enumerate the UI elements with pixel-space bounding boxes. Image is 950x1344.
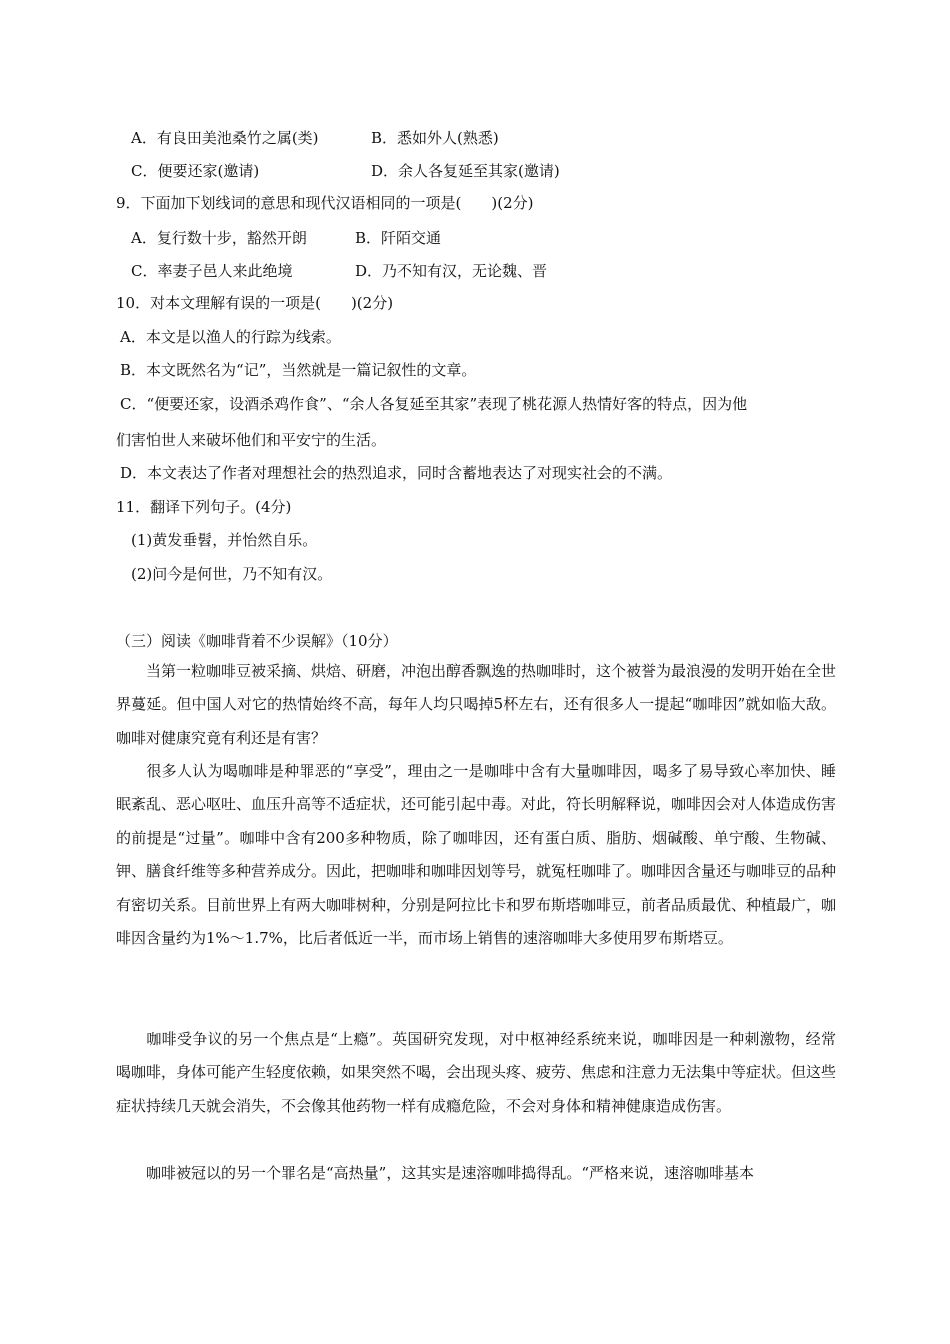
section-3-heading: （三）阅读《咖啡背着不少误解》（10分） (116, 632, 398, 650)
q10-stem: 10．对本文理解有误的一项是( )(2分) (116, 294, 394, 312)
q11-stem: 11．翻译下列句子。(4分) (116, 498, 292, 516)
reading-paragraph-4-text: 咖啡被冠以的另一个罪名是“高热量”，这其实是速溶咖啡捣得乱。“严格来说，速溶咖啡基本 (146, 1164, 755, 1182)
reading-paragraph-1-text: 当第一粒咖啡豆被采摘、烘焙、研磨，冲泡出醇香飘逸的热咖啡时，这个被誉为最浪漫的发明开始在全世界蔓延。但中国人对它的热情始终不高，每年人均只喝掉5杯左右，还有很多人一提起“咖啡因”就如临大敌。咖啡对健康究竟有利还是有害？ (116, 662, 837, 747)
q9-option-d: D．乃不知有汉，无论魏、晋 (355, 262, 548, 280)
q11-sentence-1: (1)黄发垂髫，并怡然自乐。 (131, 531, 318, 549)
q10-option-d: D．本文表达了作者对理想社会的热烈追求，同时含蓄地表达了对现实社会的不满。 (120, 464, 673, 482)
q11-sentence-2: (2)问今是何世，乃不知有汉。 (131, 565, 333, 583)
q8-option-a: A．有良田美池桑竹之属(类) (131, 129, 319, 147)
q9-stem: 9．下面加下划线词的意思和现代汉语相同的一项是( )(2分) (116, 194, 534, 212)
q10-option-c-line-1: C．“便要还家，设酒杀鸡作食”、“余人各复延至其家”表现了桃花源人热情好客的特点，因为他 (120, 395, 748, 413)
reading-paragraph-1 (116, 655, 836, 755)
reading-paragraph-3-text: 咖啡受争议的另一个焦点是“上瘾”。英国研究发现，对中枢神经系统来说，咖啡因是一种刺激物，经常喝咖啡，身体可能产生轻度依赖，如果突然不喝，会出现头疼、疲劳、焦虑和注意力无法集中等症状。但这些症状持续几天就会消失，不会像其他药物一样有成瘾危险，不会对身体和精神健康造成伤害。 (116, 1030, 837, 1115)
q9-option-c: C．率妻子邑人来此绝境 (131, 262, 293, 280)
q9-option-b: B．阡陌交通 (355, 229, 442, 247)
q10-option-a: A．本文是以渔人的行踪为线索。 (120, 328, 341, 346)
q9-option-a: A．复行数十步，豁然开朗 (131, 229, 307, 247)
q8-option-c: C．便要还家(邀请) (131, 162, 260, 180)
reading-paragraph-2-text: 很多人认为喝咖啡是种罪恶的“享受”，理由之一是咖啡中含有大量咖啡因，喝多了易导致心率加快、睡眠紊乱、恶心呕吐、血压升高等不适症状，还可能引起中毒。对此，符长明解释说，咖啡因会对人体造成伤害的前提是“过量”。咖啡中含有200多种物质，除了咖啡因，还有蛋白质、脂肪、烟碱酸、单宁酸、生物碱、钾、膳食纤维等多种营养成分。因此，把咖啡和咖啡因划等号，就冤枉咖啡了。咖啡因含量还与咖啡豆的品种有密切关系。目前世界上有两大咖啡树种，分别是阿拉比卡和罗布斯塔咖啡豆，前者品质最优、种植最广，咖啡因含量约为1%～1.7%，比后者低近一半，而市场上销售的速溶咖啡大多使用罗布斯塔豆。 (116, 762, 837, 948)
q10-option-b: B．本文既然名为“记”，当然就是一篇记叙性的文章。 (120, 361, 477, 379)
reading-paragraph-3 (116, 1023, 836, 1123)
q8-option-d: D．余人各复延至其家(邀请) (371, 162, 560, 180)
q8-option-b: B．悉如外人(熟悉) (371, 129, 499, 147)
q10-option-c-line-2: 们害怕世人来破坏他们和平安宁的生活。 (116, 431, 387, 449)
reading-paragraph-4 (116, 1157, 836, 1190)
reading-paragraph-2 (116, 755, 836, 955)
